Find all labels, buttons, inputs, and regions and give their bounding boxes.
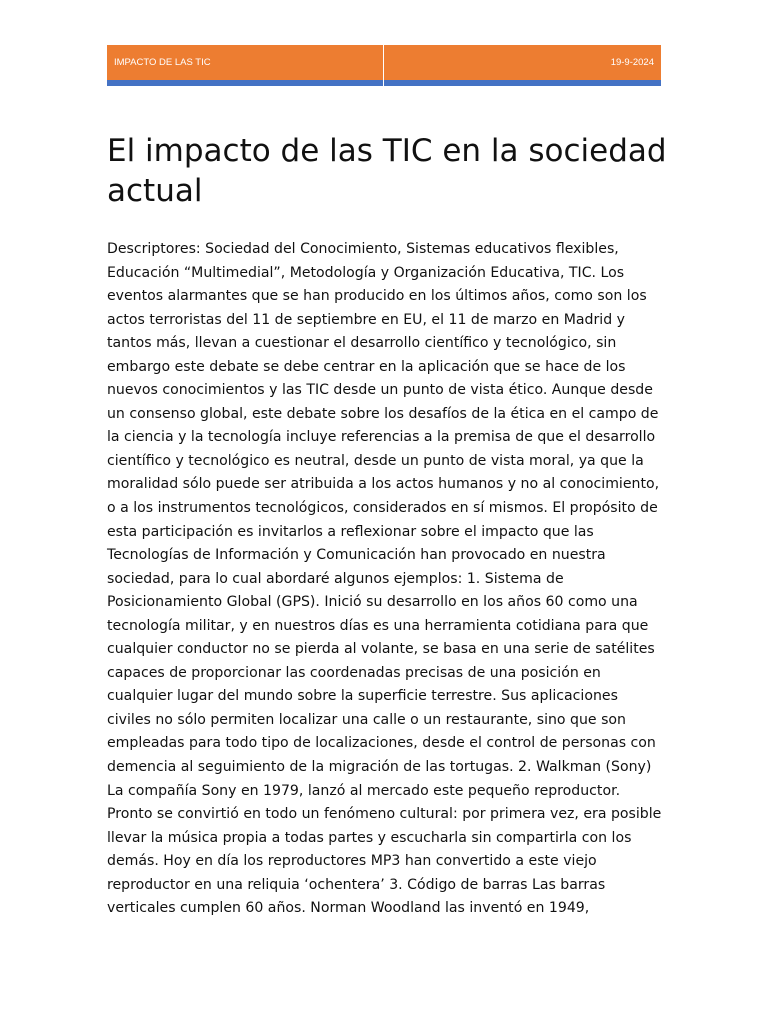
header-accent-strip-left [107, 80, 384, 86]
header-title: IMPACTO DE LAS TIC [114, 57, 211, 68]
header-title-cell [107, 45, 384, 80]
header-date-cell [384, 45, 661, 80]
document-title: El impacto de las TIC en la sociedad actual [107, 133, 667, 209]
page-header [107, 45, 661, 80]
header-accent-strip [107, 80, 661, 86]
header-accent-strip-right [384, 80, 661, 86]
document-body: Descriptores: Sociedad del Conocimiento, Sistemas educativos flexibles, Educación “Multimedial”, Metodología y Organización Educativa, TIC. Los eventos alarmantes que se han producido en los últimos años, como son los actos terroristas del 11 de septiembre en EU, el 11 de marzo en Madrid y tantos más, llevan a cuestionar el desarrollo científico y tecnológico, sin embargo este debate se debe centrar en la aplicación que se hace de los nuevos conocimientos y las TIC desde un punto de vista ético. Aunque desde un consenso global, este debate sobre los desafíos de la ética en el campo de la ciencia y la tecnología incluye referencias a la premisa de que el desarrollo científico y tecnológico es neutral, desde un punto de vista moral, ya que la moralidad sólo puede ser atribuida a los actos humanos y no al conocimiento, o a los instrumentos tecnológicos, considerados en sí mismos. El propósito de esta participación es invitarlos a reflexionar sobre el impacto que las Tecnologías de Información y Comunicación han provocado en nuestra sociedad, para lo cual abordaré algunos ejemplos: 1. Sistema de Posicionamiento Global (GPS). Inició su desarrollo en los años 60 como una tecnología militar, y en nuestros días es una herramienta cotidiana para que cualquier conductor no se pierda al volante, se basa en una serie de satélites capaces de proporcionar las coordenadas precisas de una posición en cualquier lugar del mundo sobre la superficie terrestre. Sus aplicaciones civiles no sólo permiten localizar una calle o un restaurante, sino que son empleadas para todo tipo de localizaciones, desde el control de personas con demencia al seguimiento de la migración de las tortugas. 2. Walkman (Sony) La compañía Sony en 1979, lanzó al mercado este pequeño reproductor. Pronto se convirtió en todo un fenómeno cultural: por primera vez, era posible llevar la música propia a todas partes y escucharla sin compartirla con los demás. Hoy en día los reproductores MP3 han convertido a este viejo reproductor en una reliquia ‘ochentera’ 3. Código de barras Las barras verticales cumplen 60 años. Norman Woodland las inventó en 1949, [107, 241, 662, 917]
header-date: 19-9-2024 [610, 57, 654, 68]
